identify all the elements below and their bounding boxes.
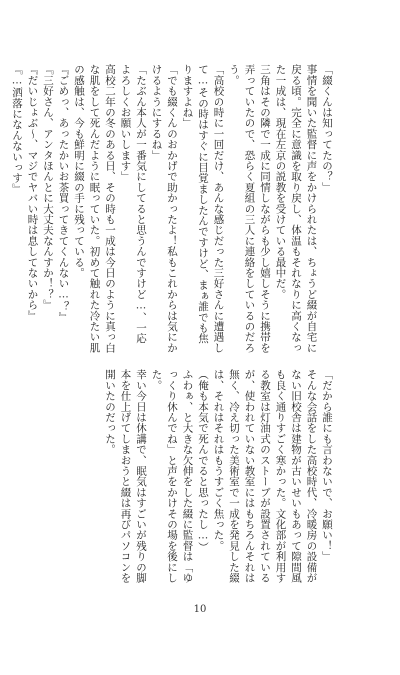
- text-block-top: [9, 64, 335, 354]
- paragraph: 幸い今日は休講で、眠気はすごいが残りの脚本を仕上げてしまおうと綴は再びパソコンを開いたのだった。: [104, 369, 147, 583]
- paragraph: 『だいじょぶ〜、マジでヤバい時は息してないから』: [26, 64, 39, 321]
- paragraph: 『ごめっ、あったかいお茶買ってきてくんない…？』: [57, 64, 70, 323]
- paragraph: ふわぁ、と大きな欠伸をした綴に監督は「ゆっくり休んでね」と声をかけその場を後にした。: [150, 369, 194, 583]
- text-block-bottom: [102, 369, 335, 584]
- paragraph: 事情を聞いた監督に声をかけられたは、ちょうど綴が自宅に戻る頃。完全に意識を取り戻し、体温もそれなりに高くなった一成は、現在左京の説教を受けている最中だ。: [274, 64, 318, 353]
- paragraph: 「綴くんは知ってたの？」: [321, 64, 333, 193]
- paragraph: 高校二年の冬のある日、その時も一成は今日のように真っ白な肌をして死んだように眠っていた。初めて触れた冷たい肌の感触は、今も鮮明に綴の手に残っている。: [73, 64, 116, 353]
- paragraph: 「でも綴くんのおかげで助かったよ！私もこれからは気にかけるようにするね」: [150, 64, 178, 353]
- paragraph: 「高校の時に一回だけ、あんな感じだった三好さんに遭遇して…その時はすぐに目覚ましたんですけど、まぁ誰でも焦りますよね」: [181, 64, 225, 353]
- page-number: 10: [193, 604, 207, 615]
- paragraph: 「だから誰にも言わないで、お願い！」: [321, 369, 333, 562]
- paragraph: 三角はその隣で一成に同情しながらも少し嬉しそうに携帯を弄っていたので、恐らく夏組の三人に連絡をしているのだろう。: [228, 64, 271, 353]
- paragraph: 『三好さん、アンタほんとに大丈夫なんすか！？』: [42, 64, 54, 311]
- paragraph: そんな会話をした高校時代、冷暖房の設備がない旧校舎は建物が古いせいもあって隙間風も良く通りすごく寒かった。文化部が利用する教室は灯油式のストーブが設置されているが、使われていない教室にはもちろんそれは無く、冷え切った美術室で一成を発見した綴は、それはそれはもうすごく焦った。: [212, 369, 318, 583]
- paragraph: 「たぶん本人が一番気にしてると思うんですけど…、一応よろしくお願いします」: [119, 64, 147, 344]
- paragraph: （俺も本気で死んでると思ったし…）: [197, 369, 209, 553]
- paragraph: 『…洒落になんないっす』: [11, 64, 23, 194]
